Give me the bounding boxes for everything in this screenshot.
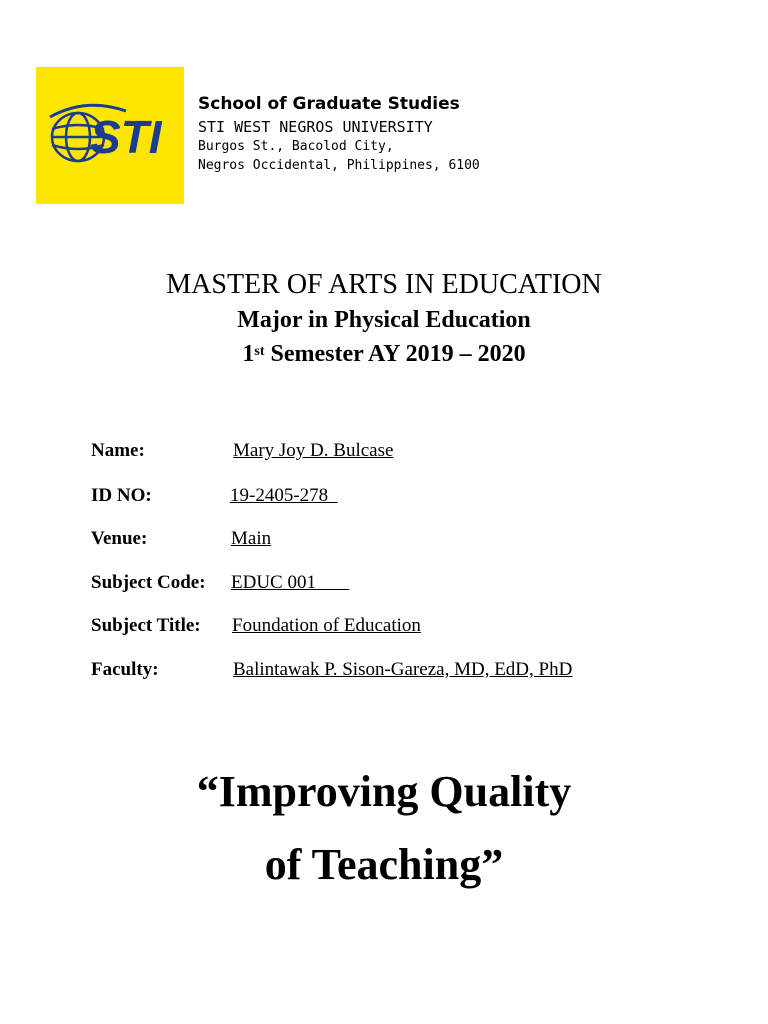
venue-value: Main bbox=[231, 528, 272, 549]
quote-line-2: of Teaching” bbox=[264, 840, 504, 889]
globe-logo-icon bbox=[36, 67, 184, 204]
sti-logo bbox=[36, 67, 184, 204]
address-line-1: Burgos St., Bacolod City, bbox=[198, 139, 394, 154]
school-name: School of Graduate Studies bbox=[198, 94, 460, 114]
id-label: ID NO: bbox=[91, 485, 152, 506]
name-label: Name: bbox=[91, 440, 145, 461]
school-header bbox=[198, 93, 480, 175]
faculty-value: Balintawak P. Sison-Gareza, MD, EdD, PhD bbox=[233, 659, 573, 680]
svg-text:STI: STI bbox=[90, 111, 162, 163]
semester-number: 1 bbox=[242, 341, 255, 367]
subject-code-value: EDUC 001 bbox=[231, 572, 350, 593]
semester-suffix: st bbox=[254, 344, 265, 359]
subject-title-label: Subject Title: bbox=[91, 615, 201, 636]
quote-line-1: “Improving Quality bbox=[196, 767, 572, 816]
name-value: Mary Joy D. Bulcase bbox=[233, 440, 394, 461]
address-line-2: Negros Occidental, Philippines, 6100 bbox=[198, 158, 480, 173]
program-title: MASTER OF ARTS IN EDUCATION bbox=[166, 269, 602, 300]
subject-code-label: Subject Code: bbox=[91, 572, 206, 593]
faculty-label: Faculty: bbox=[91, 659, 159, 680]
subject-title-value: Foundation of Education bbox=[232, 615, 421, 636]
university-name: STI WEST NEGROS UNIVERSITY bbox=[198, 118, 433, 136]
venue-label: Venue: bbox=[91, 528, 148, 549]
program-major: Major in Physical Education bbox=[237, 307, 531, 333]
semester-line bbox=[0, 339, 768, 369]
id-value: 19-2405-278 bbox=[230, 485, 338, 506]
semester-rest: Semester AY 2019 – 2020 bbox=[264, 341, 526, 367]
